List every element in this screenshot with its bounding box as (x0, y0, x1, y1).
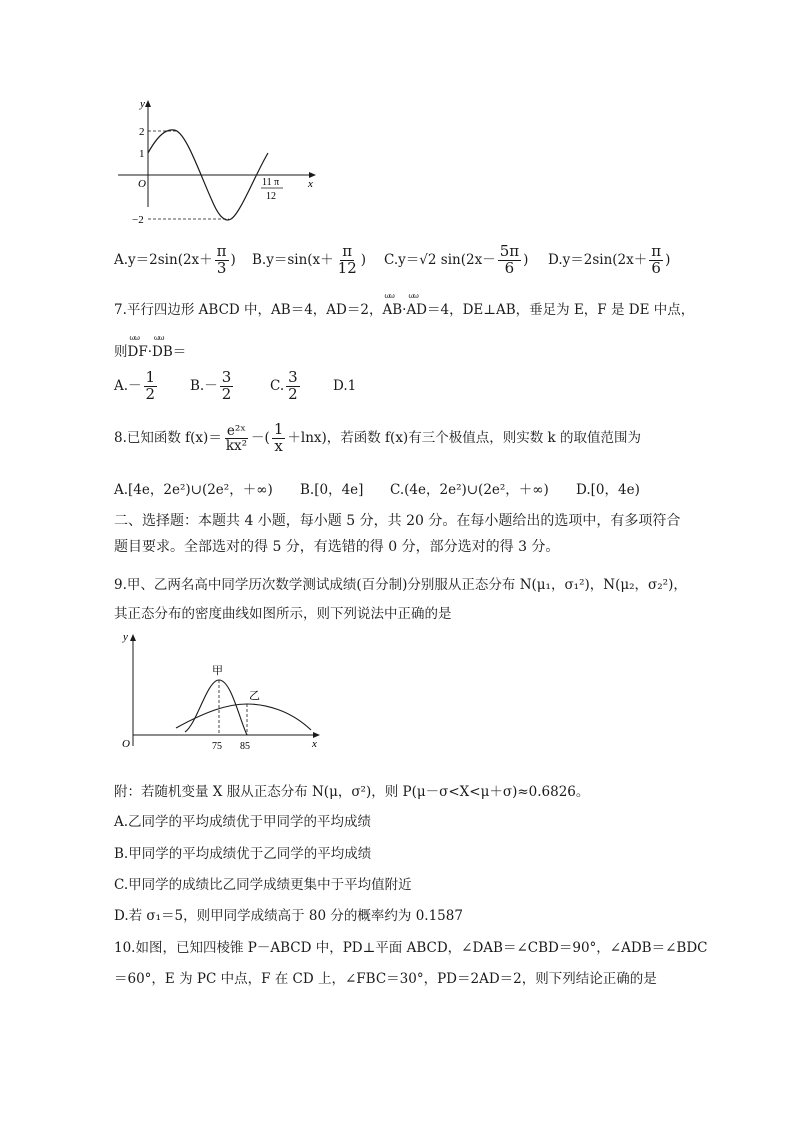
q8-option-b[interactable] (300, 478, 363, 498)
q6-b-prefix: B.y＝sin(x＋ (252, 251, 334, 268)
q7-b-den: 2 (221, 384, 232, 403)
q7-a-num: 1 (145, 368, 156, 386)
q7-c-fraction (286, 370, 300, 403)
x-axis-label: x (312, 738, 317, 750)
q7-option-c[interactable] (270, 370, 302, 403)
q7-option-d[interactable] (333, 378, 356, 394)
q6-c-num: 5π (499, 242, 520, 260)
vector-df: ωω DF (128, 344, 148, 360)
q8-d-text: D.[0，4e) (576, 482, 640, 498)
sine-graph-figure (110, 95, 330, 226)
q7-b-prefix: B.－ (190, 377, 218, 394)
q7-line2 (114, 340, 186, 360)
q6-c-mid: sin(2x－ (436, 251, 496, 268)
q6-b-suffix: ) (360, 251, 367, 268)
y-axis-label: y (140, 98, 145, 110)
q6-b-fraction (336, 244, 359, 277)
dot-operator-2: · (147, 344, 152, 360)
q7-d-text: D.1 (333, 378, 357, 394)
q8-fraction-1 (224, 424, 249, 453)
tick-1-label: 1 (139, 148, 145, 160)
label-yi: 乙 (249, 690, 260, 702)
q6-d-num: π (651, 242, 662, 260)
tick-neg2-label: −2 (132, 214, 144, 226)
normal-distribution-figure (115, 628, 330, 753)
q8-mid: －( (251, 429, 270, 446)
tick-85: 85 (240, 741, 250, 752)
q8-b-text: B.[0，4e] (300, 482, 364, 498)
q10-line1: 10.如图，已知四棱锥 P－ABCD 中，PD⊥平面 ABCD，∠DAB＝∠CBD＝90°，∠ADB＝∠BDC (114, 940, 708, 956)
origin-label: O (138, 178, 146, 190)
q6-d-prefix: D.y＝2sin(2x＋ (548, 251, 648, 268)
q6-a-prefix: A.y＝2sin(2x＋ (114, 251, 213, 268)
q9-note: 附：若随机变量 X 服从正态分布 N(μ，σ²)，则 P(μ－σ<X<μ＋σ)≈0.6826。 (114, 784, 590, 800)
q6-a-den: 3 (216, 258, 227, 277)
y-axis-label: y (123, 631, 128, 643)
q8-frac2-den: x (274, 436, 283, 455)
curve-jia (185, 680, 247, 735)
q7-line1 (114, 298, 694, 318)
q6-c-suffix: ) (523, 251, 529, 268)
q8-fraction-2 (272, 422, 286, 455)
q6-c-prefix: C.y＝ (384, 251, 420, 268)
q6-c-fraction (498, 244, 521, 277)
q8-frac1-den: kx² (225, 437, 248, 454)
origin-label: O (122, 738, 130, 750)
q9-option-a[interactable]: A.乙同学的平均成绩优于甲同学的平均成绩 (114, 814, 372, 830)
x-tick-denominator: 12 (266, 191, 276, 202)
q9-option-c[interactable]: C.甲同学的成绩比乙同学成绩更集中于平均值附近 (114, 877, 412, 893)
q7-c-prefix: C. (270, 377, 285, 394)
q6-a-fraction (215, 244, 229, 277)
y-axis-arrow (130, 634, 136, 641)
q8-option-c[interactable] (390, 478, 549, 498)
q8-a-text: A.[4e，2e²)∪(2e²，＋∞) (114, 482, 273, 498)
q8-c-text: C.(4e，2e²)∪(2e²，＋∞) (390, 482, 549, 498)
q6-c-sqrt: √2 (419, 251, 437, 268)
q6-a-num: π (216, 242, 227, 260)
q8-option-a[interactable] (114, 478, 273, 498)
q7-text-d: ＝ (172, 344, 187, 360)
q6-b-den: 12 (337, 258, 357, 277)
q7-b-fraction (220, 370, 234, 403)
y-axis-arrow (145, 100, 151, 107)
q9-line2: 其正态分布的密度曲线如图所示，则下列说法中正确的是 (114, 606, 452, 622)
q9-option-b[interactable]: B.甲同学的平均成绩优于乙同学的平均成绩 (114, 846, 372, 862)
q9-line1: 9.甲、乙两名高中同学历次数学测试成绩(百分制)分别服从正态分布 N(μ₁，σ₁²)，N(μ₂，σ₂²)， (114, 577, 687, 593)
q6-d-fraction (649, 244, 663, 277)
q8-frac1-num: e²ˣ (226, 422, 246, 439)
q7-a-fraction (144, 370, 158, 403)
q7-b-num: 3 (221, 368, 232, 386)
q6-c-den: 6 (504, 258, 515, 277)
q8-frac2-num: 1 (273, 420, 284, 438)
q7-a-den: 2 (145, 384, 156, 403)
q7-c-num: 3 (288, 368, 298, 386)
q6-option-b[interactable] (252, 244, 366, 277)
dot-operator: · (402, 302, 407, 318)
q7-option-a[interactable] (114, 370, 159, 403)
q6-a-suffix: ) (230, 251, 236, 268)
q6-b-num: π (342, 242, 353, 260)
x-axis-label: x (308, 178, 313, 190)
q8-option-d[interactable] (576, 478, 640, 498)
q6-d-den: 6 (651, 258, 661, 277)
q6-option-c[interactable] (384, 244, 528, 277)
q7-text-c: 则 (114, 344, 128, 360)
vector-ad: ωω AD (406, 302, 427, 318)
q6-d-suffix: ) (665, 251, 671, 268)
section-2-instructions: 二、选择题：本题共 4 小题，每小题 5 分，共 20 分。在每小题给出的选项中，有多项符合题目要求。全部选对的得 5 分，有选错的得 0 分，部分选对的得 3 分。 (114, 513, 681, 555)
q7-text-a: 7.平行四边形 ABCD 中，AB＝4，AD＝2， (114, 302, 383, 318)
q7-a-prefix: A.－ (114, 377, 142, 394)
q7-text-b: ＝4，DE⊥AB，垂足为 E，F 是 DE 中点， (427, 302, 695, 318)
q7-c-den: 2 (288, 384, 298, 403)
vector-ab: ωω AB (382, 302, 402, 318)
tick-2-label: 2 (139, 126, 145, 138)
q6-option-d[interactable] (548, 244, 670, 277)
vector-db: ωω DB (152, 344, 173, 360)
q7-option-b[interactable] (190, 370, 235, 403)
label-jia: 甲 (212, 665, 223, 677)
q6-option-a[interactable] (114, 244, 236, 277)
q8-suffix: ＋lnx)，若函数 f(x)有三个极值点，则实数 k 的取值范围为 (287, 429, 641, 446)
q8-line (114, 422, 641, 455)
q8-prefix: 8.已知函数 f(x)＝ (114, 429, 222, 446)
q10-line2: ＝60°，E 为 PC 中点，F 在 CD 上，∠FBC＝30°，PD＝2AD＝2，则下列结论正确的是 (114, 971, 657, 987)
q9-option-d[interactable]: D.若 σ₁＝5，则甲同学成绩高于 80 分的概率约为 0.1587 (114, 908, 463, 924)
x-tick-numerator: 11 π (262, 177, 280, 188)
tick-75: 75 (212, 741, 222, 752)
